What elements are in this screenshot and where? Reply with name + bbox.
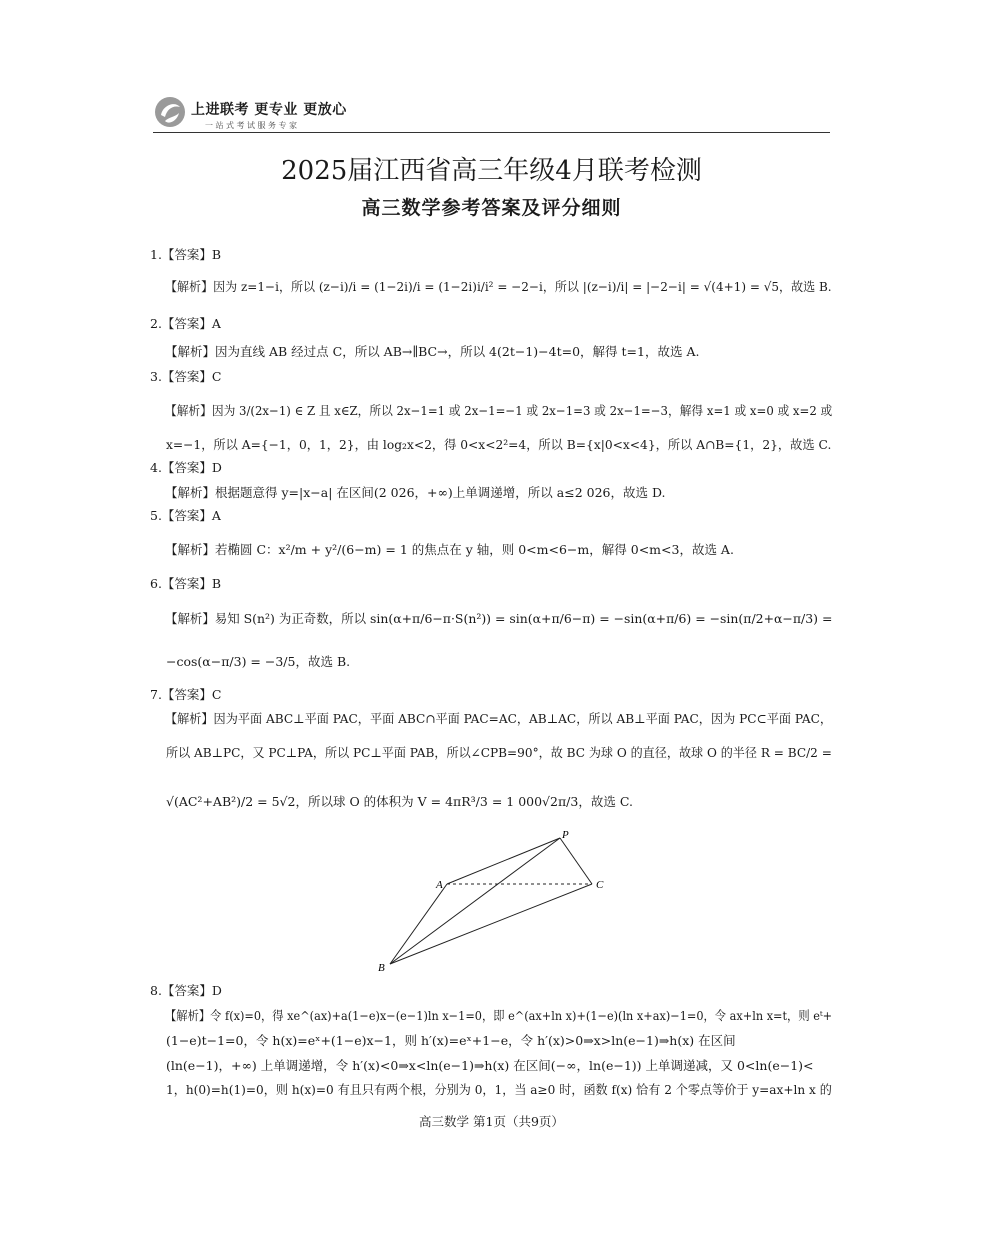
page-footer: 高三数学 第1页（共9页）: [419, 1114, 564, 1129]
q7-explanation-line3: √(AC²+AB²)/2 = 5√2，所以球 O 的体积为 V = 4πR³/3 = 1 000√2π/3，故选 C.: [166, 794, 633, 809]
q8-explanation-line2: (1−e)t−1=0，令 h(x)=eˣ+(1−e)x−1，则 h′(x)=eˣ+1−e，令 h′(x)>0⇒x>ln(e−1)⇒h(x) 在区间: [166, 1033, 736, 1048]
header-slogan: 上进联考 更专业 更放心: [191, 102, 347, 118]
q2-explanation: 【解析】因为直线 AB 经过点 C，所以 AB→∥BC→，所以 4(2t−1)−4t=0，解得 t=1，故选 A.: [165, 344, 700, 359]
label-a: A: [436, 879, 443, 891]
q8-explanation-line1: 【解析】令 f(x)=0，得 xe^(ax)+a(1−e)x−(e−1)ln x−1=0，即 e^(ax+ln x)+(1−e)(ln x+ax)−1=0，令 ax+ln x=t，则 eᵗ+: [165, 1008, 833, 1023]
q6-explanation-line1: 【解析】易知 S(n²) 为正奇数，所以 sin(α+π/6−π·S(n²)) = sin(α+π/6−π) = −sin(α+π/6) = −sin(π/2+α−π/3) =: [165, 611, 833, 626]
q6-explanation-line2: −cos(α−π/3) = −3/5，故选 B.: [166, 654, 351, 669]
header-divider: [153, 132, 830, 133]
edge-bc: [390, 884, 592, 964]
q3-answer: 3.【答案】C: [150, 369, 222, 384]
q7-explanation-line2: 所以 AB⊥PC，又 PC⊥PA，所以 PC⊥平面 PAB，所以∠CPB=90°，故 BC 为球 O 的直径，故球 O 的半径 R = BC/2 =: [166, 745, 832, 760]
edge-bp: [390, 838, 560, 964]
label-b: B: [378, 962, 385, 974]
q3-explanation-line2: x=−1，所以 A={−1，0，1，2}，由 log₂x<2，得 0<x<2²=4，所以 B={x|0<x<4}，所以 A∩B={1，2}，故选 C.: [166, 437, 832, 452]
q7-answer: 7.【答案】C: [150, 687, 222, 702]
page-subtitle: 高三数学参考答案及评分细则: [361, 197, 622, 219]
q6-answer: 6.【答案】B: [150, 576, 222, 591]
q3-explanation-line1: 【解析】因为 3/(2x−1) ∈ Z 且 x∈Z，所以 2x−1=1 或 2x−1=−1 或 2x−1=3 或 2x−1=−3，解得 x=1 或 x=0 或 x=2 或: [165, 403, 833, 418]
q5-answer: 5.【答案】A: [150, 508, 221, 523]
q4-answer: 4.【答案】D: [150, 460, 222, 475]
tetrahedron-figure: [370, 828, 610, 978]
edge-pc: [560, 838, 592, 884]
edge-ab: [390, 884, 447, 964]
brand-logo: [153, 95, 347, 135]
brand-swirl-icon: [153, 95, 187, 129]
header-tagline: 一站式考试服务专家: [205, 121, 300, 130]
q8-explanation-line3: (ln(e−1)，+∞) 上单调递增，令 h′(x)<0⇒x<ln(e−1)⇒h(x) 在区间(−∞，ln(e−1)) 上单调递减，又 0<ln(e−1)<: [166, 1058, 814, 1073]
label-p: P: [562, 829, 569, 841]
q7-explanation-line1: 【解析】因为平面 ABC⊥平面 PAC，平面 ABC∩平面 PAC=AC，AB⊥AC，所以 AB⊥平面 PAC，因为 PC⊂平面 PAC，: [165, 711, 833, 726]
q1-explanation: 【解析】因为 z=1−i，所以 (z−i)/i = (1−2i)/i = (1−2i)i/i² = −2−i，所以 |(z−i)/i| = |−2−i| = √(4+1) = √5，故选 B.: [165, 279, 832, 294]
label-c: C: [596, 879, 604, 891]
q5-explanation: 【解析】若椭圆 C：x²/m + y²/(6−m) = 1 的焦点在 y 轴，则 0<m<6−m，解得 0<m<3，故选 A.: [165, 542, 734, 557]
q4-explanation: 【解析】根据题意得 y=|x−a| 在区间(2 026，+∞)上单调递增，所以 a≤2 026，故选 D.: [165, 485, 666, 500]
page-title: 2025届江西省高三年级4月联考检测: [281, 156, 702, 186]
q1-answer: 1.【答案】B: [150, 247, 222, 262]
q2-answer: 2.【答案】A: [150, 316, 221, 331]
edge-ap: [447, 838, 560, 884]
q8-answer: 8.【答案】D: [150, 983, 222, 998]
q8-explanation-line4: 1，h(0)=h(1)=0，则 h(x)=0 有且只有两个根，分别为 0，1，当 a≥0 时，函数 f(x) 恰有 2 个零点等价于 y=ax+ln x 的: [166, 1082, 832, 1097]
